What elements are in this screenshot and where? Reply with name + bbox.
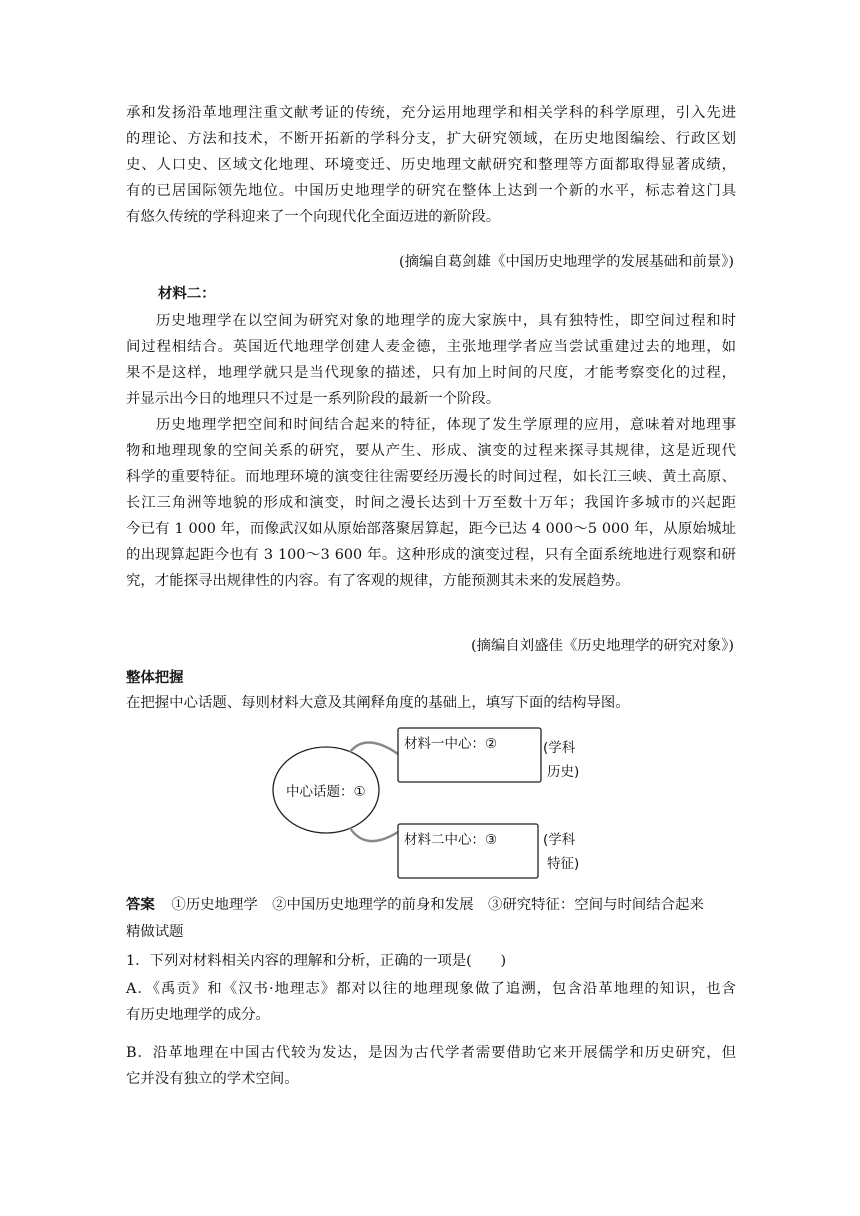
material2-heading: 材料二： (158, 286, 216, 302)
material1-paragraph (126, 100, 736, 230)
source-citation-1: (摘编自葛剑雄《中国历史地理学的发展基础和前景》) (398, 254, 734, 270)
material2-paragraph-1 (126, 308, 736, 412)
material1-center-label: 材料一中心：② (404, 736, 498, 752)
text-line: 究，才能探寻出规律性的内容。有了客观的规律，方能预测其未来的发展趋势。 (126, 573, 630, 589)
overview-title: 整体把握 (126, 670, 184, 686)
connector-bottom (350, 828, 398, 841)
text-line: 史、人口史、区域文化地理、环境变迁、历史地理文献研究和整理等方面都取得显著成绩， (126, 157, 736, 173)
text-line: 果不是这样，地理学就只是当代现象的描述，只有加上时间的尺度，才能考察变化的过程， (126, 365, 736, 381)
text-line: 历史地理学把空间和时间结合起来的特征，体现了发生学原理的应用，意味着对地理事 (156, 417, 736, 433)
text-line: 有历史地理学的成分。 (126, 1007, 270, 1023)
text-line: 它并没有独立的学术空间。 (126, 1071, 299, 1087)
practice-title: 精做试题 (126, 924, 184, 940)
answer-line (126, 892, 704, 918)
overview-instruction: 在把握中心话题、每则材料大意及其阐释角度的基础上，填写下面的结构导图。 (126, 695, 630, 711)
text-line: 的理论、方法和技术，不断开拓新的学科分支，扩大研究领域，在历史地图编绘、行政区划 (126, 131, 736, 147)
question1-stem: 1．下列对材料相关内容的理解和分析，正确的一项是( ) (126, 953, 507, 969)
note-line: (学科 (543, 740, 576, 756)
note-material1 (543, 736, 579, 784)
text-line: 有悠久传统的学科迎来了一个向现代化全面迈进的新阶段。 (126, 209, 501, 225)
note-line: 历史) (547, 764, 580, 780)
text-line: 物和地理现象的空间关系的研究，要从产生、形成、演变的过程来探寻其规律，这是近现代 (126, 443, 736, 459)
source-citation-2: (摘编自刘盛佳《历史地理学的研究对象》) (470, 638, 734, 654)
text-line: 长江三角洲等地貌的形成和演变，时间之漫长达到十万至数十万年；我国许多城市的兴起距 (126, 495, 736, 511)
text-line: A．《禹贡》和《汉书·地理志》都对以往的地理现象做了追溯，包含沿革地理的知识，也含 (126, 981, 736, 997)
note-line: (学科 (543, 832, 576, 848)
text-line: B．沿革地理在中国古代较为发达，是因为古代学者需要借助它来开展儒学和历史研究，但 (126, 1045, 736, 1061)
connector-top (350, 742, 398, 754)
answer-content: ①历史地理学 ②中国历史地理学的前身和发展 ③研究特征：空间与时间结合起来 (171, 897, 704, 913)
text-line: 有的已居国际领先地位。中国历史地理学的研究在整体上达到一个新的水平，标志着这门具 (126, 183, 736, 199)
text-line: 的出现算起距今也有 3 100～3 600 年。这种形成的演变过程，只有全面系统地进行观察和研 (126, 547, 736, 563)
text-line: 承和发扬沿革地理注重文献考证的传统，充分运用地理学和相关学科的科学原理，引入先进 (126, 105, 736, 121)
question1-option-b (126, 1040, 736, 1092)
text-line: 并显示出今日的地理只不过是一系列阶段的最新一个阶段。 (126, 391, 501, 407)
material2-paragraph-2 (126, 412, 736, 594)
note-material2 (543, 828, 579, 876)
text-line: 科学的重要特征。而地理环境的演变往往需要经历漫长的时间过程，如长江三峡、黄土高原、 (126, 469, 736, 485)
material2-center-label: 材料二中心：③ (404, 832, 498, 848)
structure-mindmap (270, 720, 600, 880)
note-line: 特征) (547, 856, 580, 872)
text-line: 间过程相结合。英国近代地理学创建人麦金德，主张地理学者应当尝试重建过去的地理，如 (126, 339, 736, 355)
answer-label: 答案 (126, 897, 155, 913)
question1-option-a (126, 976, 736, 1028)
text-line: 历史地理学在以空间为研究对象的地理学的庞大家族中，具有独特性，即空间过程和时 (156, 313, 736, 329)
text-line: 今已有 1 000 年，而像武汉如从原始部落聚居算起，距今已达 4 000～5 000 年，从原始城址 (126, 521, 736, 537)
center-topic-label: 中心话题：① (286, 784, 366, 800)
